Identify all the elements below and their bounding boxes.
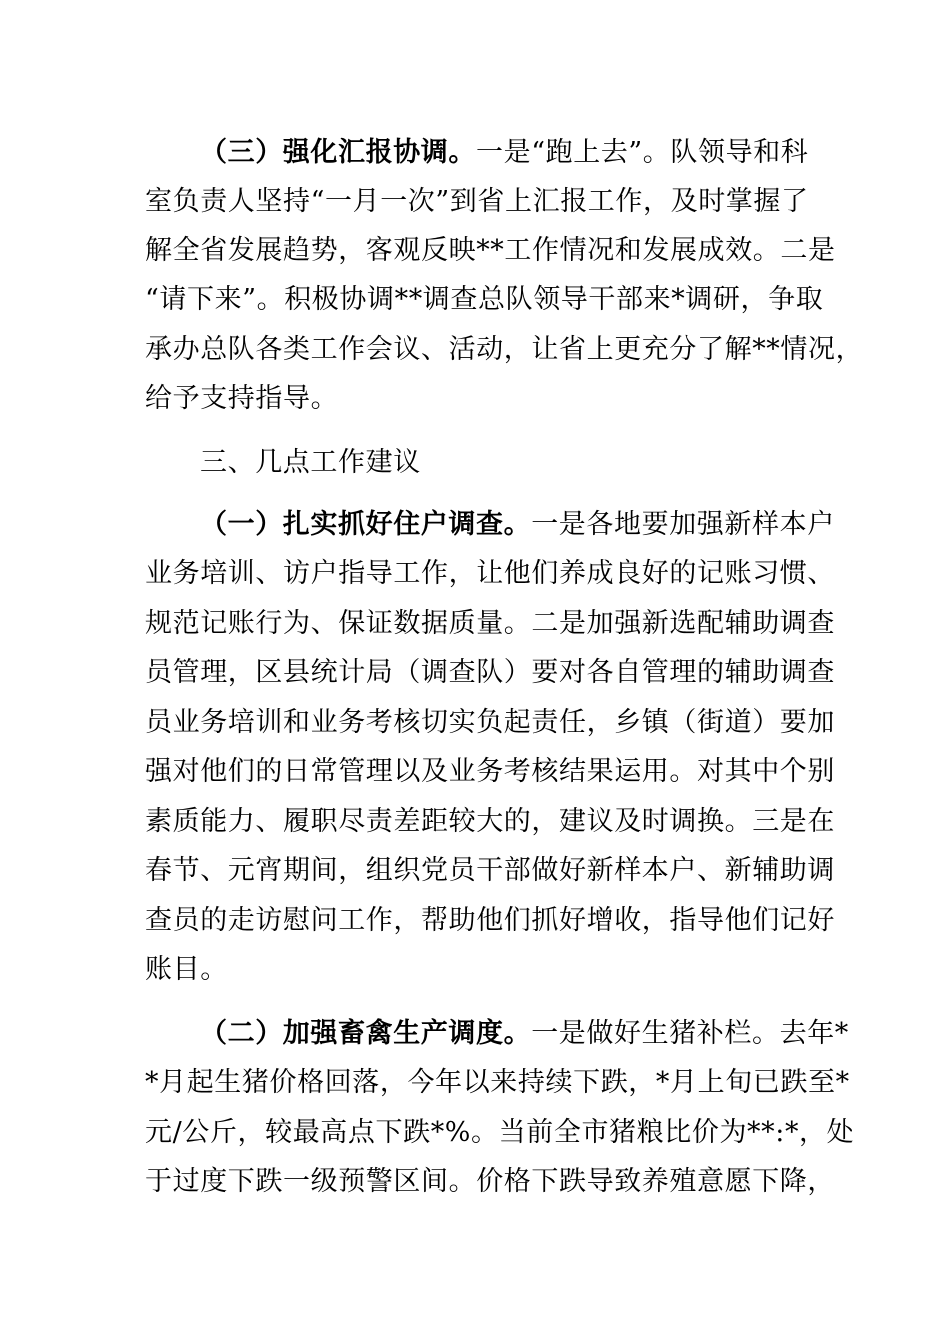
paragraph-line: 强对他们的日常管理以及业务考核结果运用。对其中个别 (145, 756, 835, 787)
paragraph-line: 解全省发展趋势，客观反映**工作情况和发展成效。二是 (145, 235, 836, 266)
paragraph-line: 规范记账行为、保证数据质量。二是加强新选配辅助调查 (145, 608, 835, 639)
paragraph-line: “请下来”。积极协调**调查总队领导干部来*调研，争取 (145, 284, 824, 315)
paragraph-line: 查员的走访慰问工作，帮助他们抓好增收，指导他们记好 (145, 905, 835, 936)
paragraph-line: 于过度下跌一级预警区间。价格下跌导致养殖意愿下降， (145, 1166, 835, 1197)
paragraph-line: 室负责人坚持“一月一次”到省上汇报工作，及时掌握了 (145, 186, 809, 217)
paragraph-line (200, 136, 808, 170)
section-heading: （三）强化汇报协调。 (200, 137, 476, 168)
paragraph-line: 给予支持指导。 (145, 383, 339, 414)
item-heading: （一）扎实抓好住户调查。 (200, 509, 532, 540)
paragraph-line: 元/公斤，较最高点下跌*%。当前全市猪粮比价为**:*，处 (145, 1117, 855, 1148)
paragraph-line: 员业务培训和业务考核切实负起责任，乡镇（街道）要加 (145, 707, 835, 738)
paragraph-text: 一是做好生猪补栏。去年* (531, 1018, 849, 1049)
paragraph-line: 员管理，区县统计局（调查队）要对各自管理的辅助调查 (145, 657, 835, 688)
paragraph-line: 账目。 (145, 954, 228, 985)
paragraph-line: 春节、元宵期间，组织党员干部做好新样本户、新辅助调 (145, 855, 835, 886)
paragraph-line (200, 508, 835, 542)
paragraph-line: 业务培训、访户指导工作，让他们养成良好的记账习惯、 (145, 558, 835, 589)
paragraph-line: 素质能力、履职尽责差距较大的，建议及时调换。三是在 (145, 806, 835, 837)
paragraph-line: *月起生猪价格回落，今年以来持续下跌，*月上旬已跌至* (145, 1067, 850, 1098)
item-heading: （二）加强畜禽生产调度。 (200, 1018, 532, 1049)
part-title: 三、几点工作建议 (200, 447, 421, 478)
paragraph-line (200, 1017, 849, 1051)
paragraph-text: 一是“跑上去”。队领导和科 (476, 137, 809, 168)
paragraph-text: 一是各地要加强新样本户 (531, 509, 835, 540)
paragraph-line: 承办总队各类工作会议、活动，让省上更充分了解**情况， (145, 334, 864, 365)
